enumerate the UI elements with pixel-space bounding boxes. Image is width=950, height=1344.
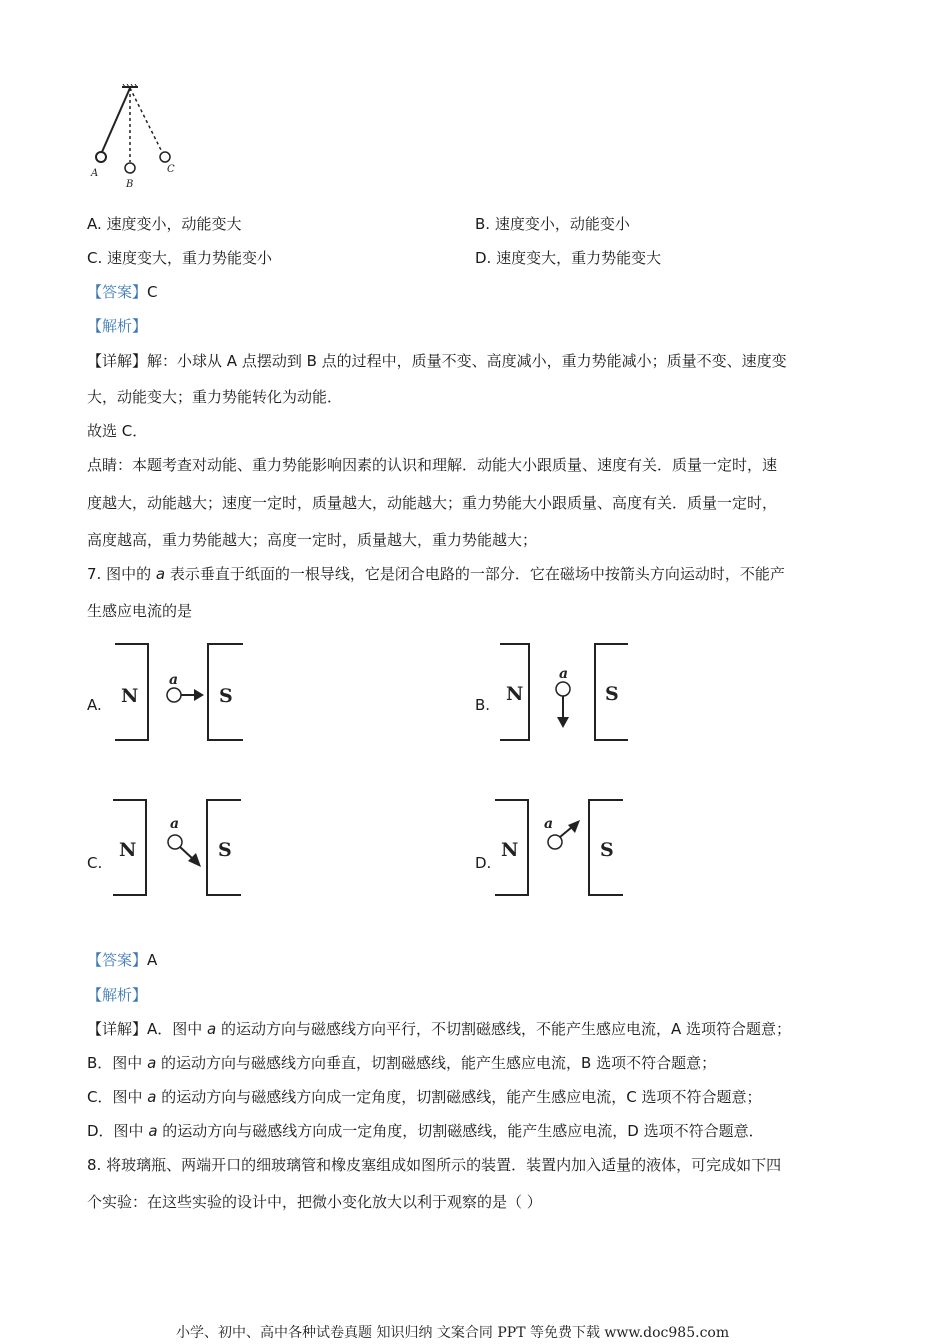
q7-detail-line-d: D．图中 a 的运动方向与磁感线方向成一定角度，切割磁感线，能产生感应电流，D 选项不符合题意． [87, 1122, 764, 1140]
q7-figure-d [492, 798, 626, 900]
page-footer: 小学、初中、高中各种试卷真题 知识归纳 文案合同 PPT 等免费下载 www.doc985.com [176, 1325, 730, 1341]
q8-stem-line-1: 8. 将玻璃瓶、两端开口的细玻璃管和橡皮塞组成如图所示的装置．装置内加入适量的液体，可完成如下四 [87, 1156, 782, 1174]
q7-stem-line-2: 生感应电流的是 [87, 602, 193, 620]
q6-answer: 【答案】C [87, 283, 158, 301]
q6-option-c: C. 速度变大，重力势能变小 [87, 249, 273, 267]
q6-analysis-label: 【解析】 [87, 317, 148, 335]
svg-text:N: N [506, 683, 524, 705]
svg-text:a: a [169, 672, 179, 688]
q6-choose: 故选 C． [87, 422, 148, 440]
q7-figure-b-key: B. [475, 696, 491, 714]
q6-detail-line-2: 大，动能变大；重力势能转化为动能． [87, 388, 343, 406]
q7-figure-a-key: A. [87, 696, 102, 714]
svg-text:a: a [544, 816, 554, 832]
pendulum-figure [86, 84, 186, 190]
q6-option-d: D. 速度变大，重力势能变大 [475, 249, 662, 267]
q7-stem-line-1: 7. 图中的 a 表示垂直于纸面的一根导线，它是闭合电路的一部分．它在磁场中按箭头方向运动时，不能产 [87, 565, 785, 583]
q7-figure-c [110, 798, 244, 900]
svg-text:N: N [121, 685, 139, 707]
q6-comment-line-3: 高度越高，重力势能越大；高度一定时，质量越大，重力势能越大； [87, 531, 538, 549]
pendulum-label-c: C [167, 164, 175, 175]
q6-comment-line-1: 点睛：本题考查对动能、重力势能影响因素的认识和理解．动能大小跟质量、速度有关．质量一定时，速 [87, 456, 778, 474]
svg-text:S: S [600, 839, 614, 861]
svg-text:a: a [559, 666, 569, 682]
q8-stem-line-2: 个实验：在这些实验的设计中，把微小变化放大以利于观察的是（ ） [87, 1193, 542, 1211]
q7-answer: 【答案】A [87, 951, 158, 969]
q6-detail-line-1: 【详解】解：小球从 A 点摆动到 B 点的过程中，质量不变、高度减小，重力势能减小；质量不变、速度变 [87, 352, 787, 370]
svg-text:N: N [501, 839, 519, 861]
q7-figure-b [497, 642, 631, 744]
svg-text:a: a [170, 816, 180, 832]
svg-text:N: N [119, 839, 137, 861]
q7-detail-line-a: 【详解】A．图中 a 的运动方向与磁感线方向平行，不切割磁感线，不能产生感应电流，A 选项符合题意； [87, 1020, 792, 1038]
q7-detail-line-b: B．图中 a 的运动方向与磁感线方向垂直，切割磁感线，能产生感应电流，B 选项不符合题意； [87, 1054, 717, 1072]
q6-comment-line-2: 度越大，动能越大；速度一定时，质量越大，动能越大；重力势能大小跟质量、高度有关．质量一定时， [87, 494, 778, 512]
pendulum-label-a: A [91, 168, 99, 179]
q7-detail-line-c: C．图中 a 的运动方向与磁感线方向成一定角度，切割磁感线，能产生感应电流，C 选项不符合题意； [87, 1088, 762, 1106]
q7-analysis-label: 【解析】 [87, 986, 148, 1004]
svg-text:S: S [218, 839, 232, 861]
svg-text:S: S [605, 683, 619, 705]
q7-figure-d-key: D. [475, 854, 492, 872]
pendulum-label-b: B [126, 179, 134, 190]
svg-text:S: S [219, 685, 233, 707]
q6-option-b: B. 速度变小，动能变小 [475, 215, 630, 233]
q7-figure-c-key: C. [87, 854, 103, 872]
q6-option-a: A. 速度变小，动能变大 [87, 215, 242, 233]
q7-figure-a [112, 642, 246, 744]
